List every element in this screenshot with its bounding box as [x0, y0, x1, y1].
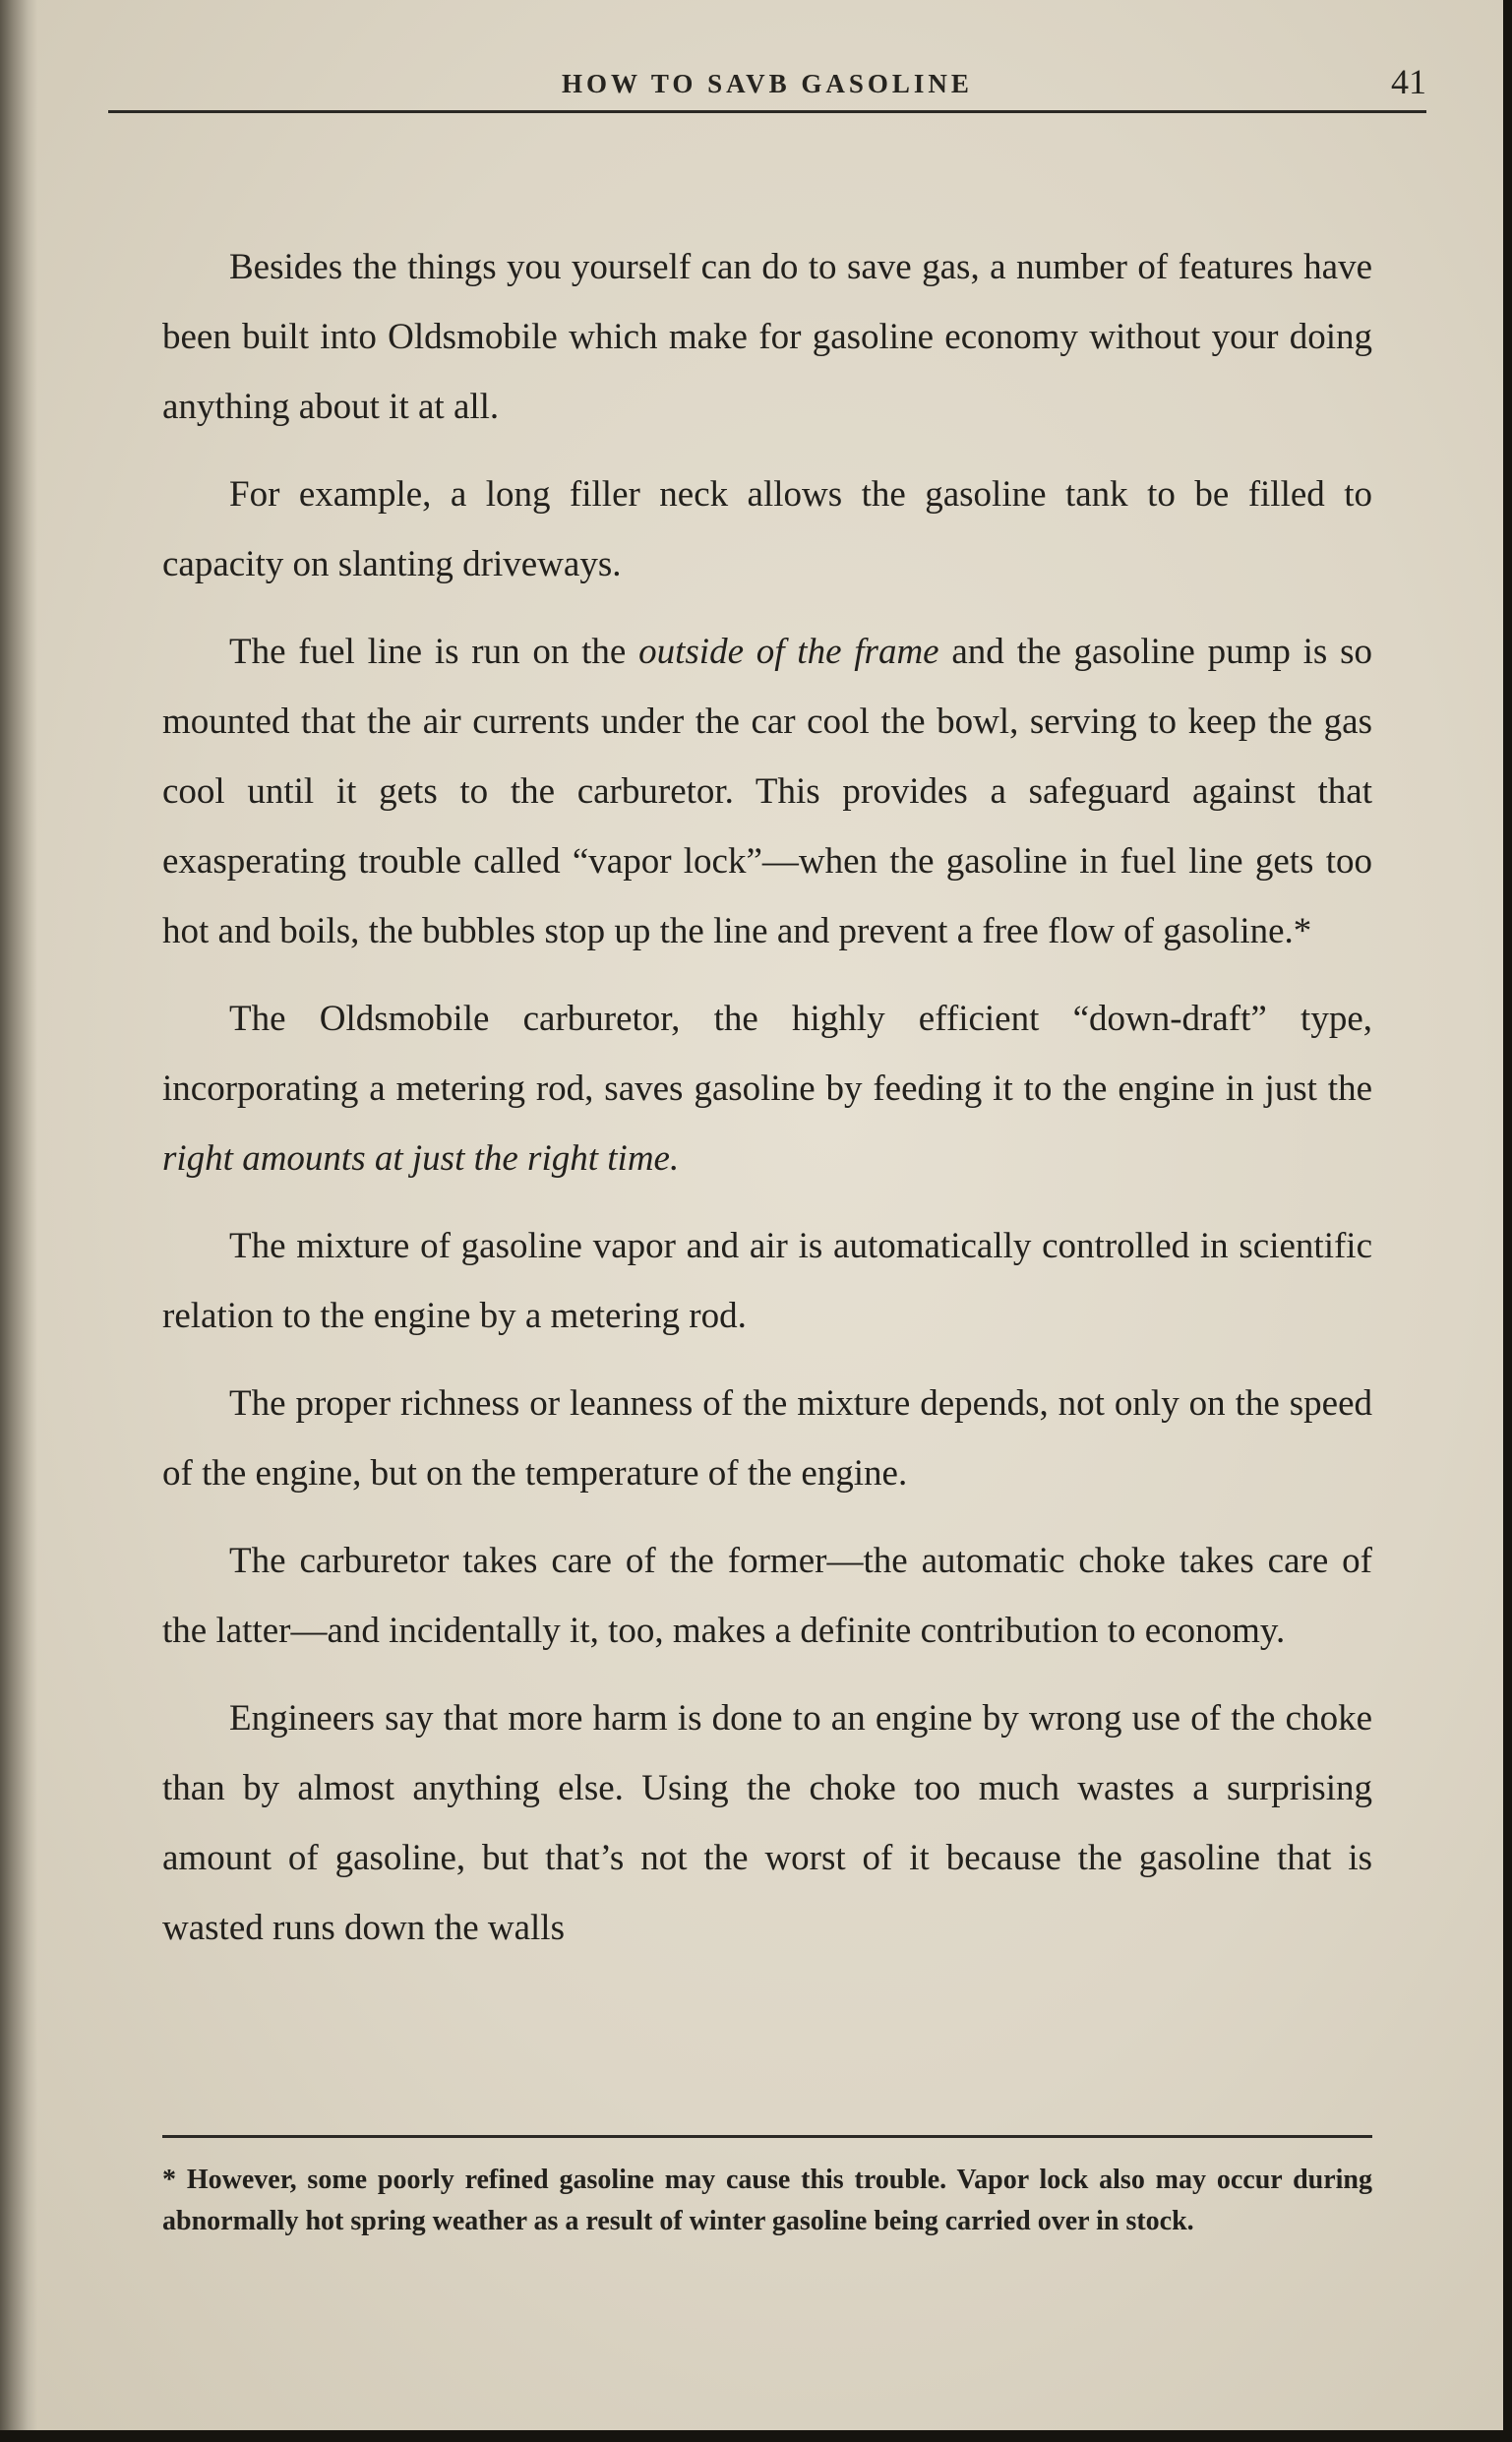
paragraph-text: Engineers say that more harm is done to an engine by wrong use of the choke than by almost anything else. Using the choke too much wastes a surprising amount of gasoline, but that’s not the worst of it because the gasoline that is wasted runs down the walls [162, 1698, 1372, 1948]
paragraph [162, 459, 1372, 599]
running-title: HOW TO SAVB GASOLINE [562, 69, 973, 98]
body-text [162, 232, 1372, 1981]
paragraph [162, 232, 1372, 442]
scan-edge-bottom [0, 2430, 1512, 2442]
paragraph [162, 984, 1372, 1193]
paragraph [162, 1683, 1372, 1963]
paragraph-text: The mixture of gasoline vapor and air is automatically controlled in scientific relation to the engine by a metering rod. [162, 1226, 1372, 1336]
paragraph-text: The proper richness or leanness of the mixture depends, not only on the speed of the engine, but on the temperature of the engine. [162, 1383, 1372, 1494]
footnote-divider [162, 2135, 1372, 2138]
paragraph-text: For example, a long filler neck allows the gasoline tank to be filled to capacity on slanting driveways. [162, 474, 1372, 584]
paragraph [162, 1211, 1372, 1351]
scan-edge-right [1503, 0, 1512, 2442]
paragraph-text: The carburetor takes care of the former—the automatic choke takes care of the latter—and incidentally it, too, makes a definite contribution to economy. [162, 1541, 1372, 1651]
paragraph [162, 1369, 1372, 1508]
page-header [108, 61, 1426, 113]
footnote-text: * However, some poorly refined gasoline may cause this trouble. Vapor lock also may occur during abnormally hot spring weather as a result of winter gasoline being carried over in stock. [162, 2165, 1372, 2236]
page-number: 41 [1391, 62, 1426, 101]
paragraph [162, 617, 1372, 966]
binding-shadow [0, 0, 37, 2430]
paragraph-text: The Oldsmobile carburetor, the highly efficient “down-draft” type, incorporating a metering rod, saves gasoline by feeding it to the engine in just the [162, 999, 1372, 1109]
paragraph-text: Besides the things you yourself can do to save gas, a number of features have been built into Oldsmobile which make for gasoline economy without your doing anything about it at all. [162, 247, 1372, 427]
emphasis-text: right amounts at just the right time. [162, 1138, 680, 1179]
footnote [162, 2160, 1372, 2242]
paragraph-text: The fuel line is run on the [229, 632, 639, 672]
paragraph-text: and the gasoline pump is so mounted that the air currents under the car cool the bowl, serving to keep the gas cool until it gets to the carburetor. This provides a safeguard against that exasperating trouble called “vapor lock”—when the gasoline in fuel line gets too hot and boils, the bubbles stop up the line and prevent a free flow of gasoline.* [162, 632, 1372, 951]
paragraph [162, 1526, 1372, 1666]
emphasis-text: outside of the frame [638, 632, 939, 672]
